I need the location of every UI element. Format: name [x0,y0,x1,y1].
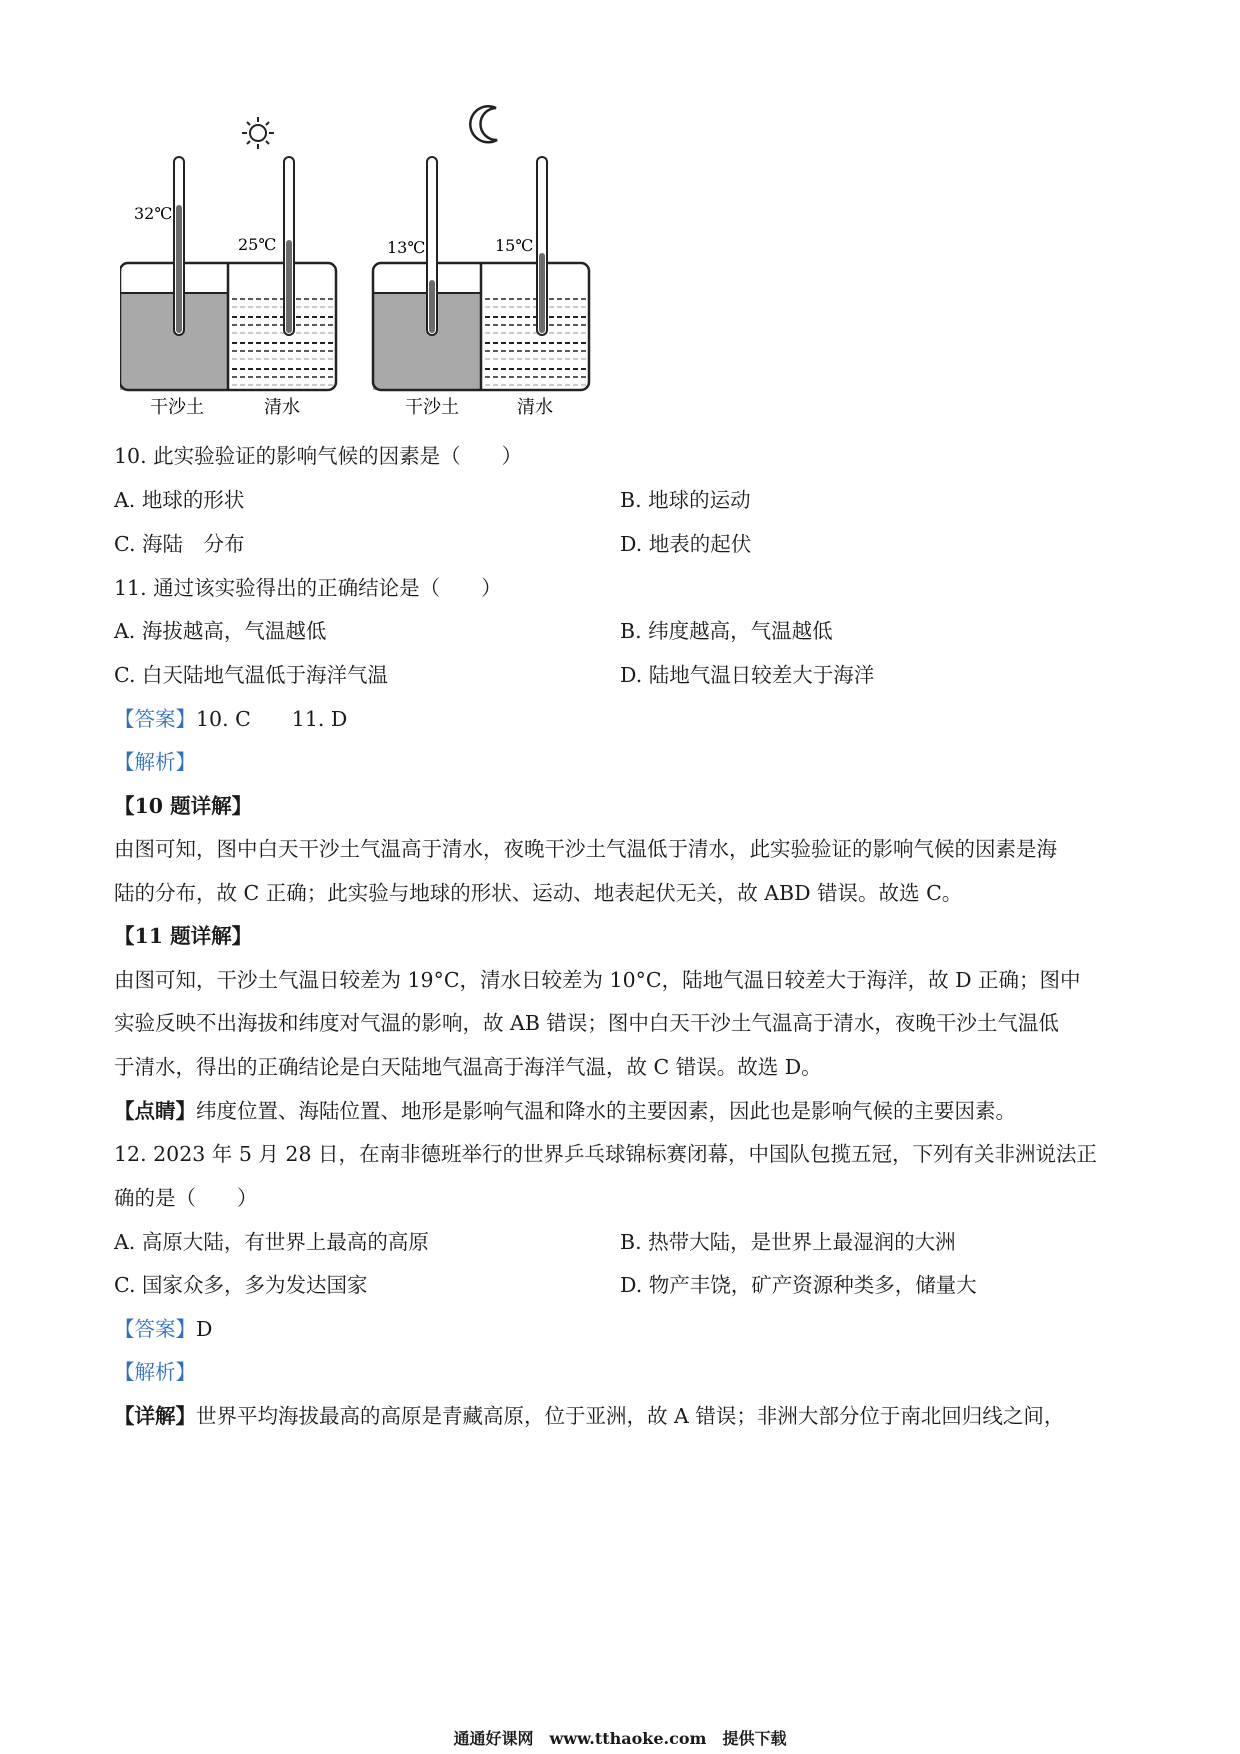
answer-row [114,705,347,733]
water-temp: 15℃ [495,236,534,255]
q10-option-d: D. 地表的起伏 [620,532,752,556]
q11-option-d: D. 陆地气温日较差大于海洋 [620,663,875,687]
detail12-label: 【详解】 [114,1404,196,1428]
detail10-line2: 陆的分布，故 C 正确；此实验与地球的形状、运动、地表起伏无关，故 ABD 错误。故选 C。 [114,881,963,905]
detail11-heading: 【11 题详解】 [114,924,253,948]
q11-stem: 11. 通过该实验得出的正确结论是（ ） [114,576,502,600]
footer: 通通好课网 www.tthaoke.com 提供下载 [453,1729,787,1748]
water-temp: 25℃ [238,235,277,254]
detail12-text: 世界平均海拔最高的高原是青藏高原，位于亚洲，故 A 错误；非洲大部分位于南北回归线之间， [196,1404,1065,1428]
day-panel [120,157,336,418]
water-fill [481,293,589,390]
q11-option-b: B. 纬度越高，气温越低 [620,619,833,643]
water-label: 清水 [517,397,553,418]
detail11-line2: 实验反映不出海拔和纬度对气温的影响，故 AB 错误；图中白天干沙土气温高于清水，夜晚干沙土气温低 [114,1011,1059,1035]
sand-temp: 13℃ [387,238,426,257]
sun-icon [242,117,274,149]
tip-row [114,1097,1016,1125]
answer-label: 【答案】 [114,707,196,731]
experiment-figure [120,105,680,465]
q12-option-a: A. 高原大陆，有世界上最高的高原 [114,1230,429,1254]
q12-line1: 12. 2023 年 5 月 28 日，在南非德班举行的世界乒乓球锦标赛闭幕，中国队包揽五冠，下列有关非洲说法正 [114,1142,1097,1166]
tip-label: 【点睛】 [114,1099,196,1123]
answer2-row [114,1315,212,1343]
sand-label: 干沙土 [150,397,204,418]
q10-stem: 10. 此实验验证的影响气候的因素是（ ） [114,444,523,468]
night-panel [373,157,589,418]
q10-option-b: B. 地球的运动 [620,488,751,512]
water-fill [228,293,336,390]
detail10-line1: 由图可知，图中白天干沙土气温高于清水，夜晚干沙土气温低于清水，此实验验证的影响气候的因素是海 [114,837,1057,861]
water-label: 清水 [264,397,300,418]
q12-option-b: B. 热带大陆，是世界上最湿润的大洲 [620,1230,956,1254]
q12-option-c: C. 国家众多，多为发达国家 [114,1273,368,1297]
moon-icon [470,106,497,142]
detail12-row [114,1402,1064,1430]
analysis2-label: 【解析】 [114,1360,196,1384]
q12-line2: 确的是（ ） [114,1186,258,1210]
detail11-line1: 由图可知，干沙土气温日较差为 19°C，清水日较差为 10°C，陆地气温日较差大于海洋，故 D 正确；图中 [114,968,1081,992]
answer-text: 10. C 11. D [196,707,348,731]
q12-option-d: D. 物产丰饶，矿产资源种类多，储量大 [620,1273,977,1297]
sand-label: 干沙土 [405,397,459,418]
detail11-line3: 于清水，得出的正确结论是白天陆地气温高于海洋气温，故 C 错误。故选 D。 [114,1055,822,1079]
answer2-label: 【答案】 [114,1317,196,1341]
q11-option-a: A. 海拔越高，气温越低 [114,619,327,643]
q10-option-a: A. 地球的形状 [114,488,245,512]
tip-text: 纬度位置、海陆位置、地形是影响气温和降水的主要因素，因此也是影响气候的主要因素。 [196,1099,1016,1123]
q10-option-c: C. 海陆 分布 [114,532,245,556]
sand-temp: 32℃ [134,204,173,223]
q11-option-c: C. 白天陆地气温低于海洋气温 [114,663,388,687]
detail10-heading: 【10 题详解】 [114,794,253,818]
answer2-text: D [196,1317,213,1341]
analysis-label: 【解析】 [114,750,196,774]
